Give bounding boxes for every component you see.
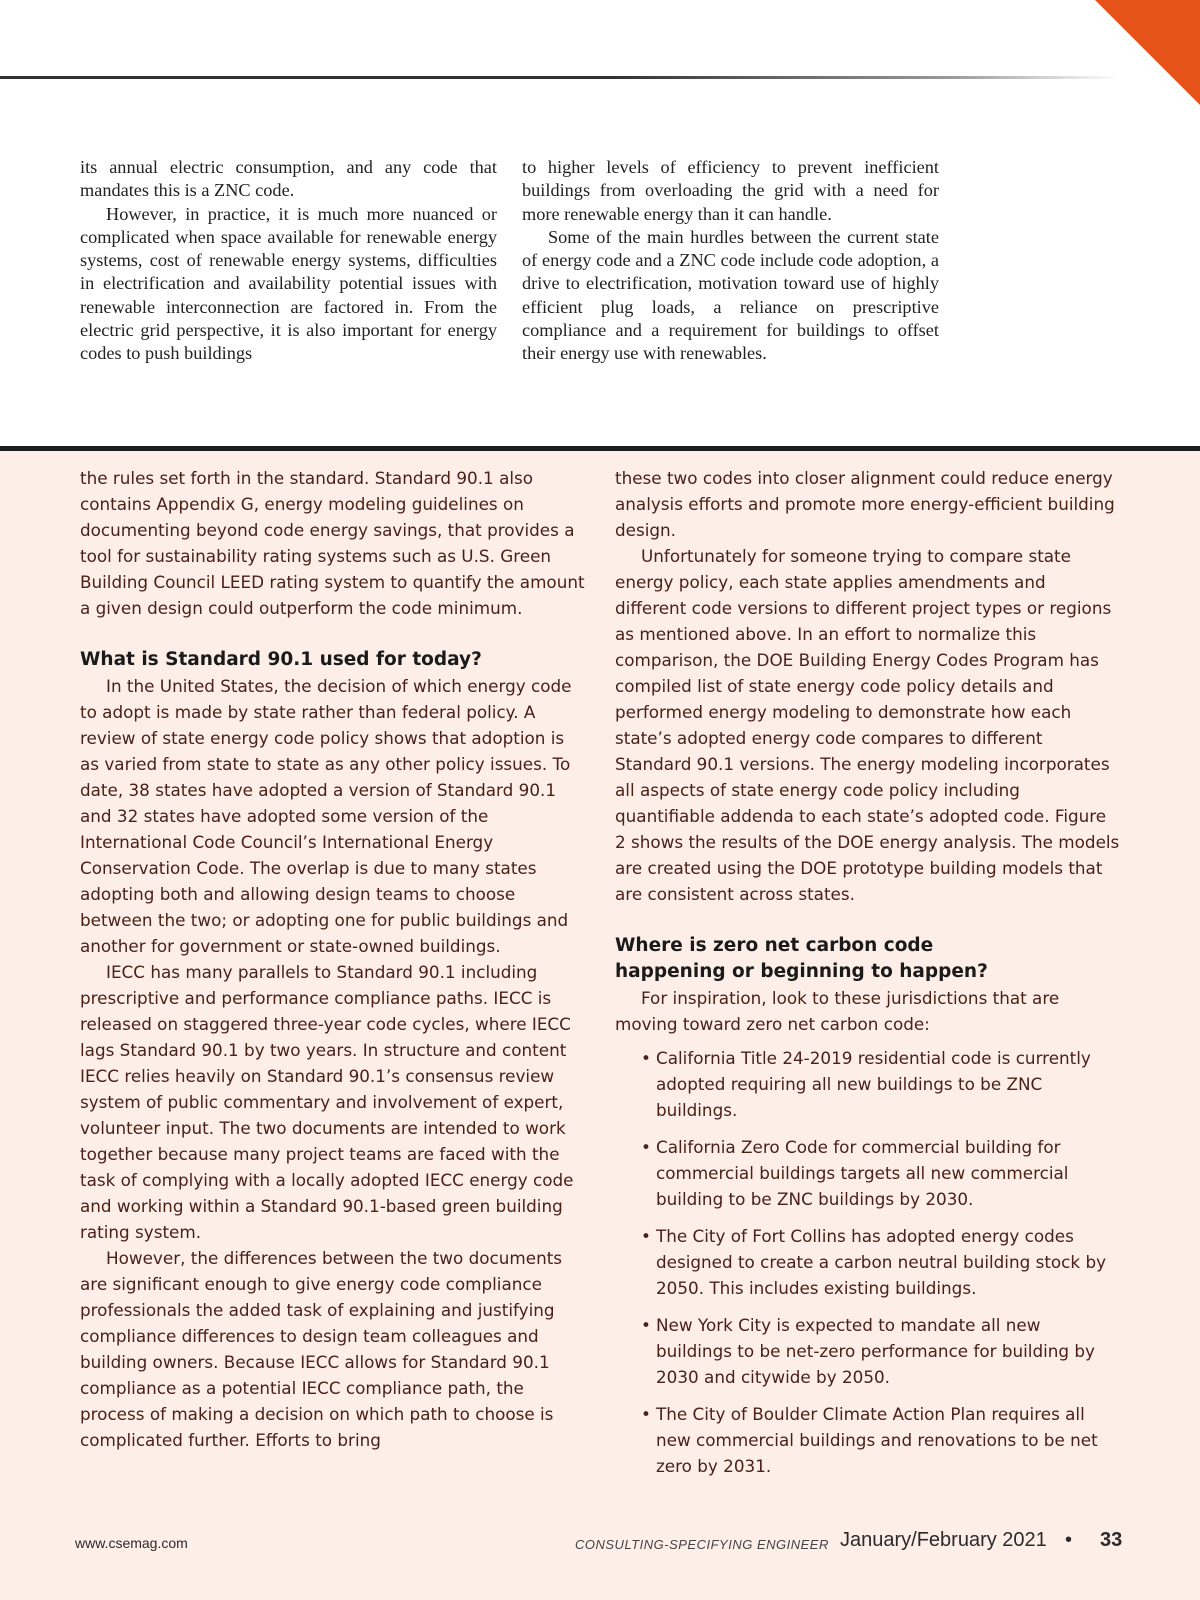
paragraph: Some of the main hurdles between the current state of energy code and a ZNC code include code adoption, a drive to electrification, motivation toward use of highly efficient plug loads, a reliance on prescriptive compliance and a requirement for buildings to offset their energy use with renewables. [522, 226, 939, 364]
paragraph: In the United States, the decision of which energy code to adopt is made by state rather than federal policy. A review of state energy code policy shows that adoption is as varied from state to state as any other policy issues. To date, 38 states have adopted a version of Standard 90.1 and 32 states have adopted some version of the International Code Council’s International Energy Conservation Code. The overlap is due to many states adopting both and allowing design teams to choose between the two; or adopting one for public buildings and another for government or state-owned buildings. [80, 676, 572, 956]
footer-url[interactable]: www.csemag.com [75, 1535, 188, 1551]
paragraph: However, the differences between the two documents are significant enough to give energy code compliance professionals the added task of explaining and justifying compliance differences to design team colleagues and building owners. Because IECC allows for Standard 90.1 compliance as a potential IECC compliance path, the process of making a decision on which path to choose is complicated further. Efforts to bring [80, 1248, 563, 1450]
top-article-left-column [80, 156, 497, 366]
section-heading: What is Standard 90.1 used for today? [80, 649, 482, 670]
panel-top-rule [0, 446, 1200, 451]
page-footer [75, 1525, 1125, 1559]
paragraph: its annual electric consumption, and any code that mandates this is a ZNC code. [80, 157, 497, 201]
footer-magazine-name: CONSULTING-SPECIFYING ENGINEER [575, 1537, 829, 1552]
list-item: • The City of Fort Collins has adopted energy codes designed to create a carbon neutral building stock by 2050. This includes existing buildings. [641, 1223, 1120, 1301]
paragraph: these two codes into closer alignment could reduce energy analysis efforts and promote more energy-efficient building design. [615, 468, 1115, 540]
paragraph: Unfortunately for someone trying to compare state energy policy, each state applies amendments and different code versions to different project types or regions as mentioned above. In an effort to normalize this comparison, the DOE Building Energy Codes Program has compiled list of state energy code policy details and performed energy modeling to demonstrate how each state’s adopted energy code compares to different Standard 90.1 versions. The energy modeling incorporates all aspects of state energy code policy including quantifiable addenda to each state’s adopted code. Figure 2 shows the results of the DOE energy analysis. The models are created using the DOE prototype building models that are consistent across states. [615, 546, 1120, 904]
paragraph: the rules set forth in the standard. Standard 90.1 also contains Appendix G, energy modeling guidelines on documenting beyond code energy savings, that provides a tool for sustainability rating systems such as U.S. Green Building Council LEED rating system to quantify the amount a given design could outperform the code minimum. [80, 468, 585, 618]
main-article-right-column [615, 465, 1120, 1490]
paragraph: For inspiration, look to these jurisdictions that are moving toward zero net carbon code: [615, 988, 1060, 1034]
heading-line: happening or beginning to happen? [615, 961, 988, 982]
page-number: 33 [1100, 1529, 1123, 1551]
section-heading [615, 933, 1120, 985]
jurisdiction-list [615, 1045, 1120, 1479]
list-item: • California Zero Code for commercial building for commercial buildings targets all new commercial building to be ZNC buildings by 2030. [641, 1134, 1120, 1212]
paragraph: IECC has many parallels to Standard 90.1 including prescriptive and performance compliance paths. IECC is released on staggered three-year code cycles, where IECC lags Standard 90.1 by two years. In structure and content IECC relies heavily on Standard 90.1’s consensus review system of public commentary and involvement of expert, volunteer input. The two documents are intended to work together because many project teams are faced with the task of complying with a locally adopted IECC energy code and working within a Standard 90.1-based green building rating system. [80, 962, 574, 1242]
paragraph: to higher levels of efficiency to prevent inefficient buildings from overloading the grid with a need for more renewable energy than it can handle. [522, 157, 939, 224]
list-item: • New York City is expected to mandate all new buildings to be net-zero performance for building by 2030 and citywide by 2050. [641, 1312, 1120, 1390]
top-article-right-column [522, 156, 939, 366]
footer-separator: • [1065, 1529, 1073, 1551]
paragraph: However, in practice, it is much more nuanced or complicated when space available for renewable energy systems, cost of renewable energy systems, difficulties in electrification and availability potential issues with renewable interconnection are factored in. From the electric grid perspective, it is also important for energy codes to push buildings [80, 203, 497, 364]
list-item: • The City of Boulder Climate Action Plan requires all new commercial buildings and renovations to be net zero by 2031. [641, 1401, 1120, 1479]
top-divider [0, 76, 1120, 79]
main-article-left-column [80, 465, 585, 1453]
list-item: • California Title 24-2019 residential code is currently adopted requiring all new buildings to be ZNC buildings. [641, 1045, 1120, 1123]
footer-issue-date: January/February 2021 [840, 1529, 1047, 1551]
corner-accent [1095, 0, 1200, 105]
heading-line: Where is zero net carbon code [615, 935, 934, 956]
